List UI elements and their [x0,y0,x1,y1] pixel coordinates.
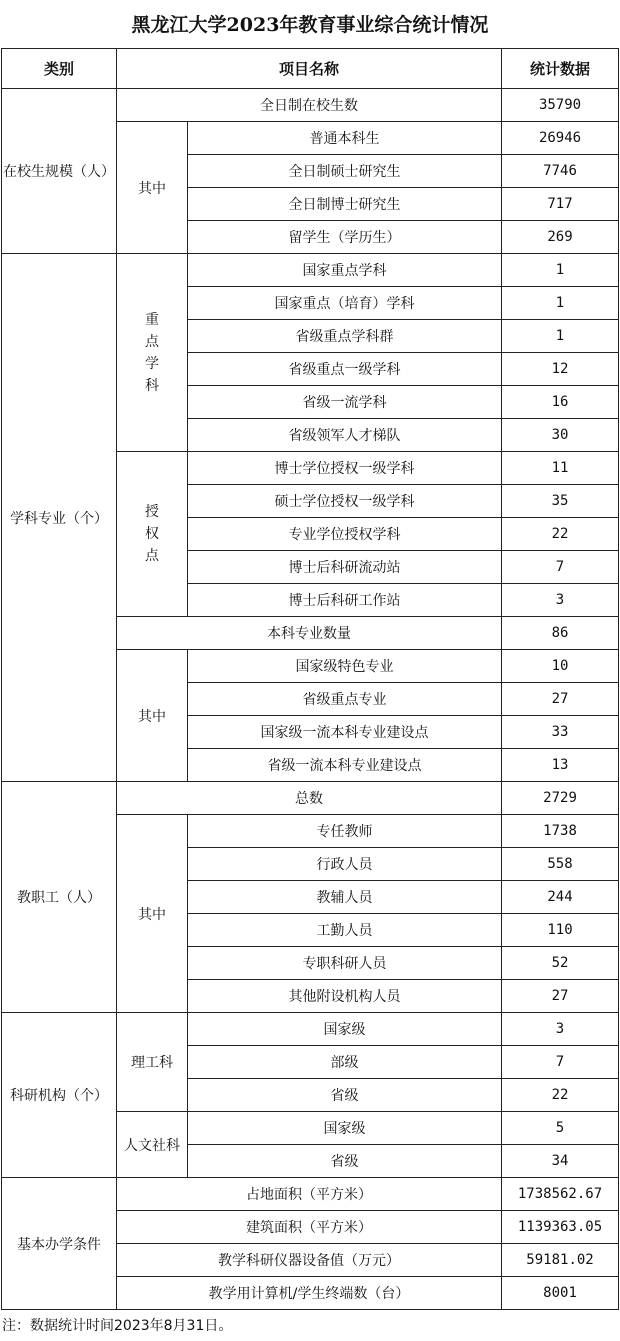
page-title: 黑龙江大学2023年教育事业综合统计情况 [131,14,489,36]
item-value: 110 [502,914,619,947]
item-label: 普通本科生 [188,122,502,155]
item-label: 全日制在校生数 [117,89,502,122]
group-label: 理工科 [117,1013,188,1112]
table-row [2,1178,619,1211]
item-label: 国家级一流本科专业建设点 [188,716,502,749]
category-cell: 学科专业（个） [2,254,117,782]
item-value: 8001 [502,1277,619,1310]
item-value: 244 [502,881,619,914]
header-item: 项目名称 [117,49,502,89]
item-label: 教学用计算机/学生终端数（台） [117,1277,502,1310]
item-value: 35 [502,485,619,518]
item-value: 7746 [502,155,619,188]
item-label: 其他附设机构人员 [188,980,502,1013]
group-label-text: 授权点 [145,504,159,564]
item-label: 占地面积（平方米） [117,1178,502,1211]
item-label: 总数 [117,782,502,815]
item-value: 7 [502,1046,619,1079]
item-label: 省级重点一级学科 [188,353,502,386]
item-value: 13 [502,749,619,782]
item-value: 2729 [502,782,619,815]
item-label: 省级一流本科专业建设点 [188,749,502,782]
item-label: 省级领军人才梯队 [188,419,502,452]
item-label: 教辅人员 [188,881,502,914]
item-label: 国家级 [188,1112,502,1145]
item-value: 59181.02 [502,1244,619,1277]
group-label [117,254,188,452]
item-value: 269 [502,221,619,254]
header-category: 类别 [2,49,117,89]
table-row [2,782,619,815]
item-value: 3 [502,1013,619,1046]
item-value: 5 [502,1112,619,1145]
group-label-text: 重点学科 [145,311,159,394]
item-label: 本科专业数量 [117,617,502,650]
table-row [2,1013,619,1046]
item-label: 全日制硕士研究生 [188,155,502,188]
category-cell: 基本办学条件 [2,1178,117,1310]
item-value: 27 [502,980,619,1013]
item-value: 22 [502,518,619,551]
item-label: 省级 [188,1145,502,1178]
item-label: 专职科研人员 [188,947,502,980]
item-label: 建筑面积（平方米） [117,1211,502,1244]
item-label: 省级重点专业 [188,683,502,716]
item-label: 省级 [188,1079,502,1112]
item-value: 1 [502,254,619,287]
item-label: 国家重点（培育）学科 [188,287,502,320]
item-label: 博士后科研工作站 [188,584,502,617]
item-value: 30 [502,419,619,452]
item-value: 86 [502,617,619,650]
category-cell: 科研机构（个） [2,1013,117,1178]
table-row [2,89,619,122]
statistics-table [1,48,619,1310]
item-value: 3 [502,584,619,617]
item-label: 省级一流学科 [188,386,502,419]
item-value: 52 [502,947,619,980]
item-value: 558 [502,848,619,881]
item-value: 10 [502,650,619,683]
item-value: 12 [502,353,619,386]
item-value: 1738562.67 [502,1178,619,1211]
item-value: 27 [502,683,619,716]
footnote: 注：数据统计时间2023年8月31日。 [2,1318,233,1334]
item-label: 国家级 [188,1013,502,1046]
item-value: 33 [502,716,619,749]
header-value: 统计数据 [502,49,619,89]
item-value: 35790 [502,89,619,122]
item-value: 26946 [502,122,619,155]
item-label: 博士后科研流动站 [188,551,502,584]
category-cell: 在校生规模（人） [2,89,117,254]
item-value: 7 [502,551,619,584]
group-label: 其中 [117,122,188,254]
item-value: 1 [502,287,619,320]
item-label: 省级重点学科群 [188,320,502,353]
item-label: 全日制博士研究生 [188,188,502,221]
item-label: 专任教师 [188,815,502,848]
item-value: 717 [502,188,619,221]
item-label: 教学科研仪器设备值（万元） [117,1244,502,1277]
header-row [2,49,619,89]
item-value: 34 [502,1145,619,1178]
item-label: 专业学位授权学科 [188,518,502,551]
item-label: 国家重点学科 [188,254,502,287]
item-value: 1 [502,320,619,353]
item-label: 博士学位授权一级学科 [188,452,502,485]
item-value: 11 [502,452,619,485]
table-row [2,254,619,287]
group-label: 其中 [117,650,188,782]
item-label: 部级 [188,1046,502,1079]
item-value: 1738 [502,815,619,848]
group-label [117,452,188,617]
item-label: 国家级特色专业 [188,650,502,683]
group-label: 人文社科 [117,1112,188,1178]
category-cell: 教职工（人） [2,782,117,1013]
item-label: 行政人员 [188,848,502,881]
item-label: 硕士学位授权一级学科 [188,485,502,518]
item-label: 工勤人员 [188,914,502,947]
item-value: 22 [502,1079,619,1112]
group-label: 其中 [117,815,188,1013]
item-value: 1139363.05 [502,1211,619,1244]
item-label: 留学生（学历生） [188,221,502,254]
item-value: 16 [502,386,619,419]
